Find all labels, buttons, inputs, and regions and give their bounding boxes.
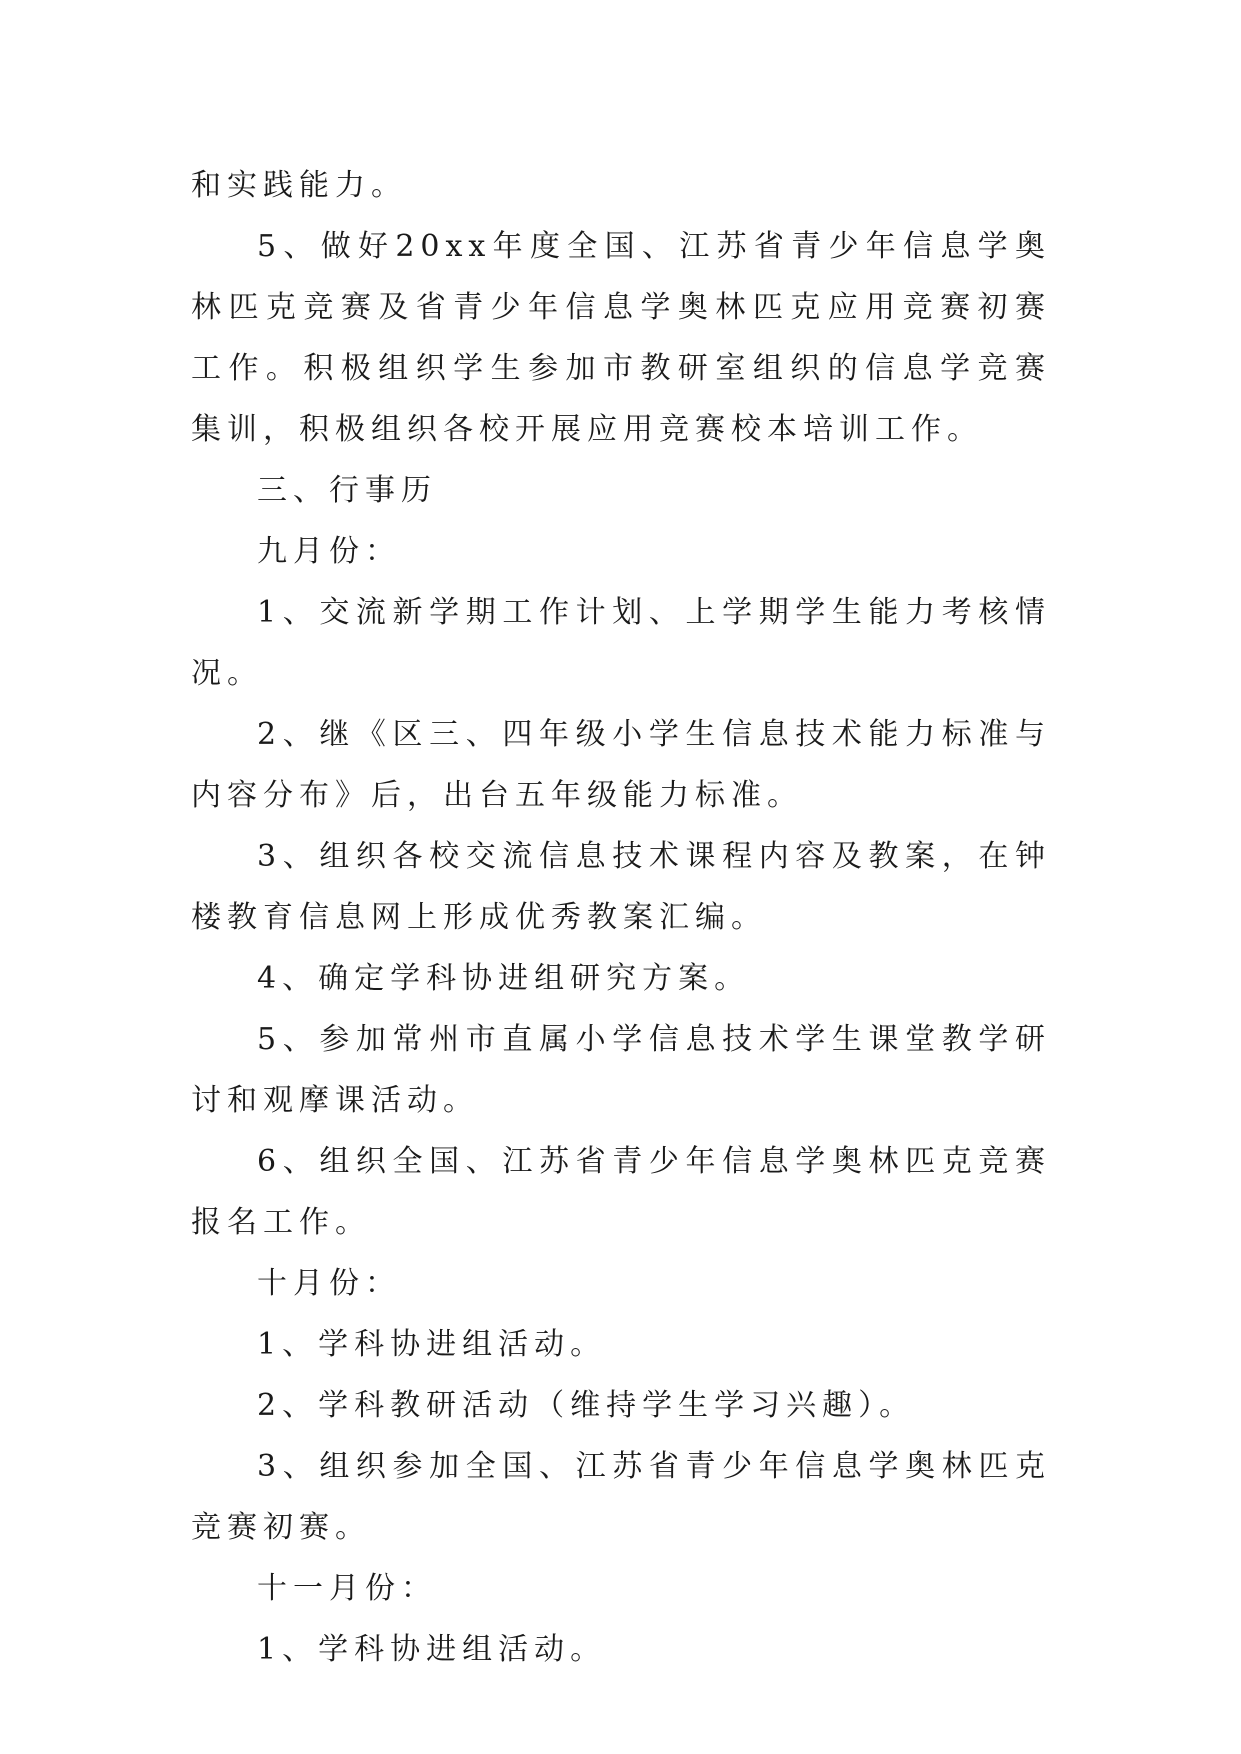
month-heading-november: 十一月份： [257, 1571, 437, 1606]
list-item: 2、学科教研活动（维持学生学习兴趣）。 [257, 1388, 916, 1423]
list-item: 3、组织各校交流信息技术课程内容及教案，在钟楼教育信息网上形成优秀教案汇编。 [191, 839, 1051, 935]
list-item: 1、学科协进组活动。 [257, 1632, 607, 1667]
list-item: 5、参加常州市直属小学信息技术学生课堂教学研讨和观摩课活动。 [191, 1022, 1051, 1118]
month-heading-september: 九月份： [257, 534, 401, 569]
list-item: 1、交流新学期工作计划、上学期学生能力考核情况。 [191, 595, 1051, 691]
list-item: 4、确定学科协进组研究方案。 [257, 961, 751, 996]
paragraph-continuation: 和实践能力。 [191, 168, 407, 203]
list-item: 2、继《区三、四年级小学生信息技术能力标准与内容分布》后，出台五年级能力标准。 [191, 717, 1051, 813]
list-item: 1、学科协进组活动。 [257, 1327, 607, 1362]
section-heading-calendar: 三、行事历 [257, 473, 437, 508]
paragraph-item-5-competition: 5、做好20xx年度全国、江苏省青少年信息学奥林匹克竞赛及省青少年信息学奥林匹克应用竞赛初赛工作。积极组织学生参加市教研室组织的信息学竞赛集训，积极组织各校开展应用竞赛校本培训工作。 [191, 229, 1051, 447]
document-body [191, 155, 1051, 1680]
month-heading-october: 十月份： [257, 1266, 401, 1301]
list-item: 6、组织全国、江苏省青少年信息学奥林匹克竞赛报名工作。 [191, 1144, 1051, 1240]
list-item: 3、组织参加全国、江苏省青少年信息学奥林匹克竞赛初赛。 [191, 1449, 1051, 1545]
